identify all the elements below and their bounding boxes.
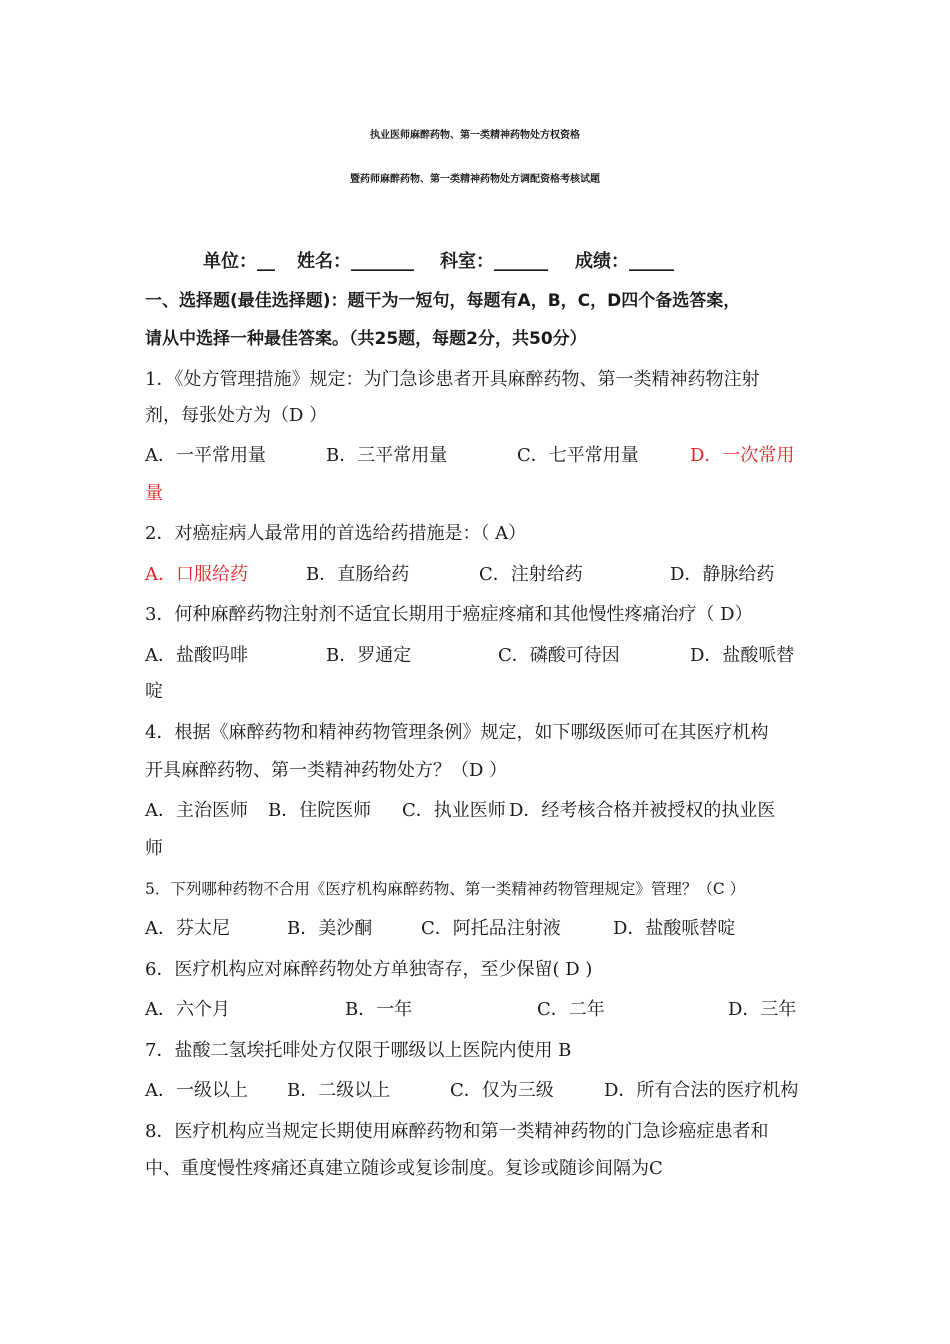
question-stem: 8．医疗机构应当规定长期使用麻醉药物和第一类精神药物的门急诊癌症患者和 (145, 1121, 769, 1142)
question-stem: 中、重度慢性疼痛还真建立随诊或复诊制度。复诊或随诊间隔为C (145, 1158, 663, 1179)
option-c: C．仅为三级 (450, 1080, 554, 1101)
option-d: D．盐酸哌替 (690, 645, 795, 666)
question-stem: 1．《处方管理措施》规定：为门急诊患者开具麻醉药物、第一类精神药物注射 (145, 369, 760, 390)
option-d-correct: D．一次常用 (690, 445, 795, 466)
option-a: A．一平常用量 (145, 445, 266, 466)
option-continuation: 师 (145, 838, 163, 859)
option-b: B．美沙酮 (287, 918, 373, 939)
option-continuation: 啶 (145, 681, 163, 702)
option-d: D．经考核合格并被授权的执业医 (509, 800, 776, 821)
option-b: B．二级以上 (287, 1080, 391, 1101)
option-a: A．盐酸吗啡 (145, 645, 248, 666)
option-a: A．六个月 (145, 999, 230, 1020)
question-stem: 4．根据《麻醉药物和精神药物管理条例》规定，如下哪级医师可在其医疗机构 (145, 722, 769, 743)
unit-field: 单位：__ (203, 251, 275, 272)
option-b: B．罗通定 (326, 645, 412, 666)
option-a: A．主治医师 (145, 800, 248, 821)
title-line-1: 执业医师麻醉药物、第一类精神药物处方权资格 (370, 130, 580, 141)
option-b: B．直肠给药 (306, 564, 410, 585)
question-stem: 3．何种麻醉药物注射剂不适宜长期用于癌症疼痛和其他慢性疼痛治疗（ D） (145, 604, 753, 625)
question-stem: 6．医疗机构应对麻醉药物处方单独寄存，至少保留( D ) (145, 959, 593, 980)
option-b: B．一年 (345, 999, 413, 1020)
title-line-2: 暨药师麻醉药物、第一类精神药物处方调配资格考核试题 (350, 174, 600, 185)
section-heading-line-1: 一、选择题(最佳选择题)：题干为一短句，每题有A，B，C，D四个备选答案， (145, 291, 741, 311)
dept-field: 科室：______ (440, 251, 548, 272)
option-c: C．阿托品注射液 (421, 918, 561, 939)
option-c: C．磷酸可待因 (498, 645, 620, 666)
section-heading-line-2: 请从中选择一种最佳答案。（共25题，每题2分，共50分） (145, 329, 587, 349)
option-d: D．静脉给药 (670, 564, 775, 585)
option-c: C．二年 (537, 999, 605, 1020)
option-continuation: 量 (145, 483, 163, 504)
score-field: 成绩：_____ (575, 251, 674, 272)
option-a: A．一级以上 (145, 1080, 248, 1101)
question-stem: 5．下列哪种药物不合用《医疗机构麻醉药物、第一类精神药物管理规定》管理？（C ） (145, 880, 746, 898)
option-c: C．七平常用量 (517, 445, 639, 466)
option-d: D．所有合法的医疗机构 (604, 1080, 799, 1101)
option-d: D．盐酸哌替啶 (613, 918, 736, 939)
option-c: C．注射给药 (479, 564, 583, 585)
option-b: B．住院医师 (268, 800, 372, 821)
option-a: A．芬太尼 (145, 918, 230, 939)
question-stem: 7．盐酸二氢埃托啡处方仅限于哪级以上医院内使用 B (145, 1040, 572, 1061)
question-stem: 2．对癌症病人最常用的首选给药措施是：（ A） (145, 523, 527, 544)
option-c: C．执业医师 (402, 800, 506, 821)
name-field: 姓名：_______ (297, 251, 414, 272)
question-stem: 开具麻醉药物、第一类精神药物处方？（D ） (145, 760, 508, 781)
question-stem: 剂，每张处方为（D ） (145, 405, 328, 426)
option-d: D．三年 (728, 999, 797, 1020)
option-a-correct: A．口服给药 (145, 564, 248, 585)
option-b: B．三平常用量 (326, 445, 448, 466)
